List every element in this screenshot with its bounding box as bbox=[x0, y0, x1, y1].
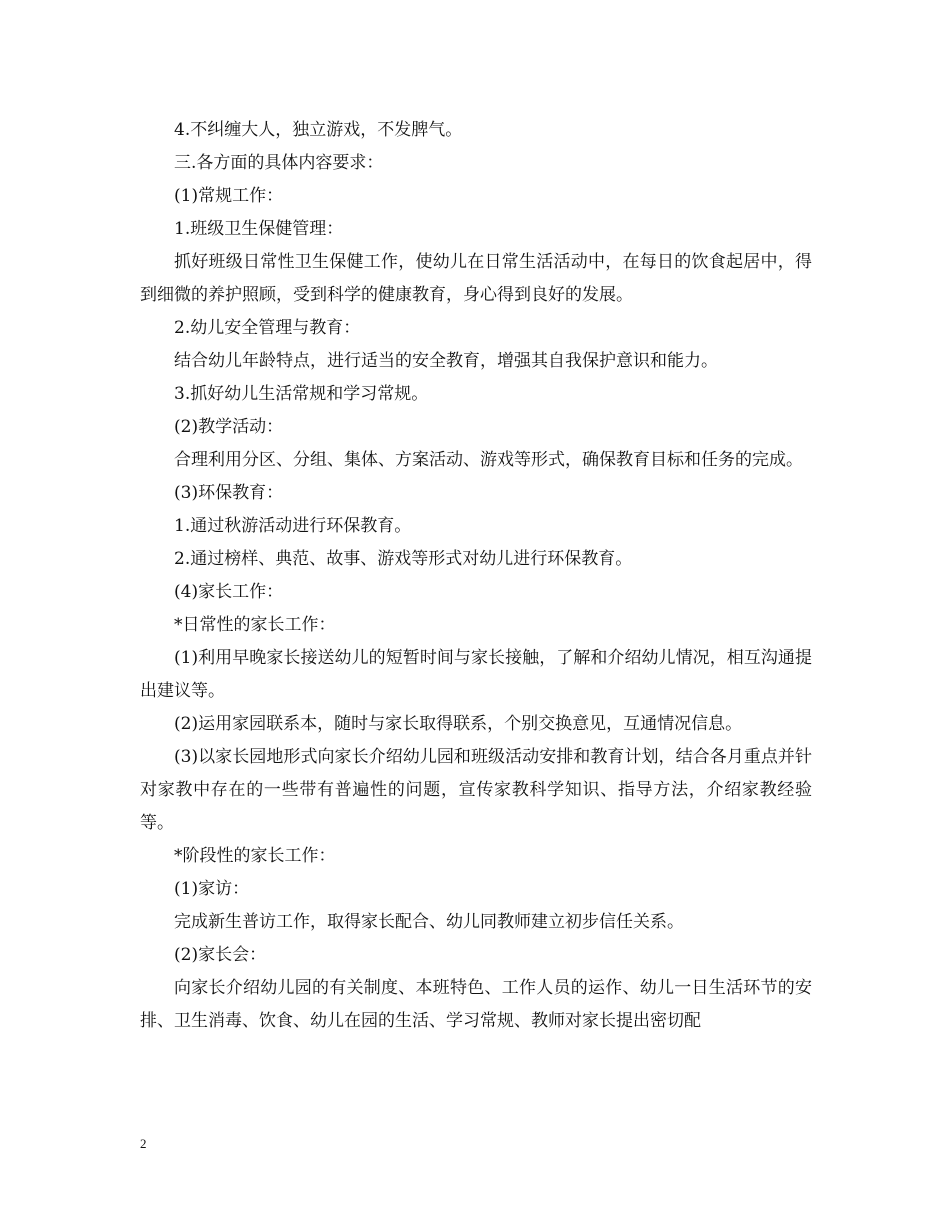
list-item: (3)以家长园地形式向家长介绍幼儿园和班级活动安排和教育计划，结合各月重点并针对家教中存在的一些带有普遍性的问题，宣传家教科学知识、指导方法，介绍家教经验等。 bbox=[140, 747, 812, 833]
list-item: (2)运用家园联系本，随时与家长取得联系，个别交换意见，互通情况信息。 bbox=[174, 714, 743, 734]
paragraph: 合理利用分区、分组、集体、方案活动、游戏等形式，确保教育目标和任务的完成。 bbox=[174, 450, 803, 470]
list-item: 1.通过秋游活动进行环保教育。 bbox=[174, 516, 412, 536]
paragraph: 抓好班级日常性卫生保健工作，使幼儿在日常生活活动中，在每日的饮食起居中，得到细微的养护照顾，受到科学的健康教育，身心得到良好的发展。 bbox=[140, 252, 812, 305]
item-heading: *日常性的家长工作： bbox=[174, 615, 336, 635]
paragraph: 4.不纠缠大人，独立游戏，不发脾气。 bbox=[174, 120, 463, 140]
section-heading: 三.各方面的具体内容要求： bbox=[174, 153, 384, 173]
document-body bbox=[140, 114, 812, 1038]
paragraph: 完成新生普访工作，取得家长配合、幼儿同教师建立初步信任关系。 bbox=[174, 912, 684, 932]
item-heading: 2.幼儿安全管理与教育： bbox=[174, 318, 361, 338]
subsection-heading: (3)环保教育： bbox=[174, 483, 284, 503]
subsection-heading: (2)教学活动： bbox=[174, 417, 284, 437]
item-heading: 3.抓好幼儿生活常规和学习常规。 bbox=[174, 384, 429, 404]
paragraph: 向家长介绍幼儿园的有关制度、本班特色、工作人员的运作、幼儿一日生活环节的安排、卫生消毒、饮食、幼儿在园的生活、学习常规、教师对家长提出密切配 bbox=[140, 978, 812, 1031]
subsection-heading: (1)常规工作： bbox=[174, 186, 284, 206]
paragraph: 结合幼儿年龄特点，进行适当的安全教育，增强其自我保护意识和能力。 bbox=[174, 351, 718, 371]
item-heading: *阶段性的家长工作： bbox=[174, 846, 336, 866]
subsection-heading: (4)家长工作： bbox=[174, 582, 284, 602]
list-item: (1)家访： bbox=[174, 879, 250, 899]
page-number: 2 bbox=[140, 1136, 147, 1151]
item-heading: 1.班级卫生保健管理： bbox=[174, 219, 344, 239]
list-item: (2)家长会： bbox=[174, 945, 267, 965]
list-item: 2.通过榜样、典范、故事、游戏等形式对幼儿进行环保教育。 bbox=[174, 549, 633, 569]
list-item: (1)利用早晚家长接送幼儿的短暂时间与家长接触，了解和介绍幼儿情况，相互沟通提出建议等。 bbox=[140, 648, 812, 701]
